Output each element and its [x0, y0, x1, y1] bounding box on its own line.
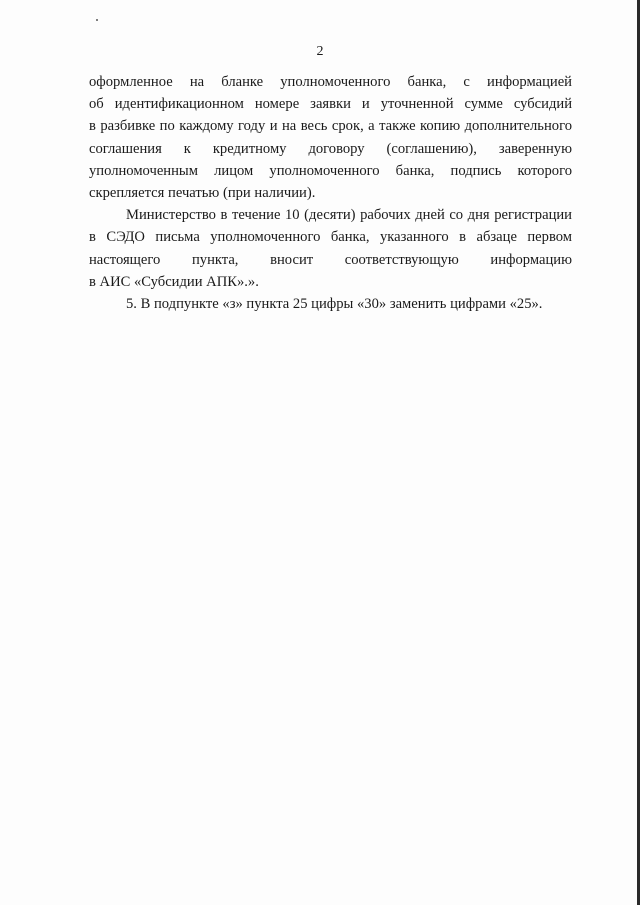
text-line: оформленное на бланке уполномоченного банка, с информацией: [89, 74, 572, 90]
paragraph: [89, 71, 572, 204]
page-number: 2: [316, 44, 324, 59]
text-line: в СЭДО письма уполномоченного банка, указанного в абзаце первом: [89, 229, 572, 246]
text-line: в разбивке по каждому году и на весь срок, а также копию дополнительного: [89, 118, 572, 135]
text-line: скрепляется печатью (при наличии).: [89, 185, 316, 202]
document-body: [89, 71, 572, 315]
text-line: настоящего пункта, вносит соответствующую информацию: [89, 251, 572, 268]
text-line: 5. В подпункте «з» пункта 25 цифры «30» заменить цифрами «25».: [126, 296, 543, 313]
scan-speck: [96, 19, 98, 21]
paragraph: [89, 204, 572, 293]
text-line: об идентификационном номере заявки и уточненной сумме субсидий: [89, 96, 572, 113]
text-line: уполномоченным лицом уполномоченного банка, подпись которого: [89, 162, 572, 179]
text-line: в АИС «Субсидии АПК».».: [89, 273, 259, 290]
text-line: Министерство в течение 10 (десяти) рабочих дней со дня регистрации: [126, 207, 572, 224]
text-line: соглашения к кредитному договору (соглашению), заверенную: [89, 140, 572, 157]
paragraph: [89, 293, 572, 315]
